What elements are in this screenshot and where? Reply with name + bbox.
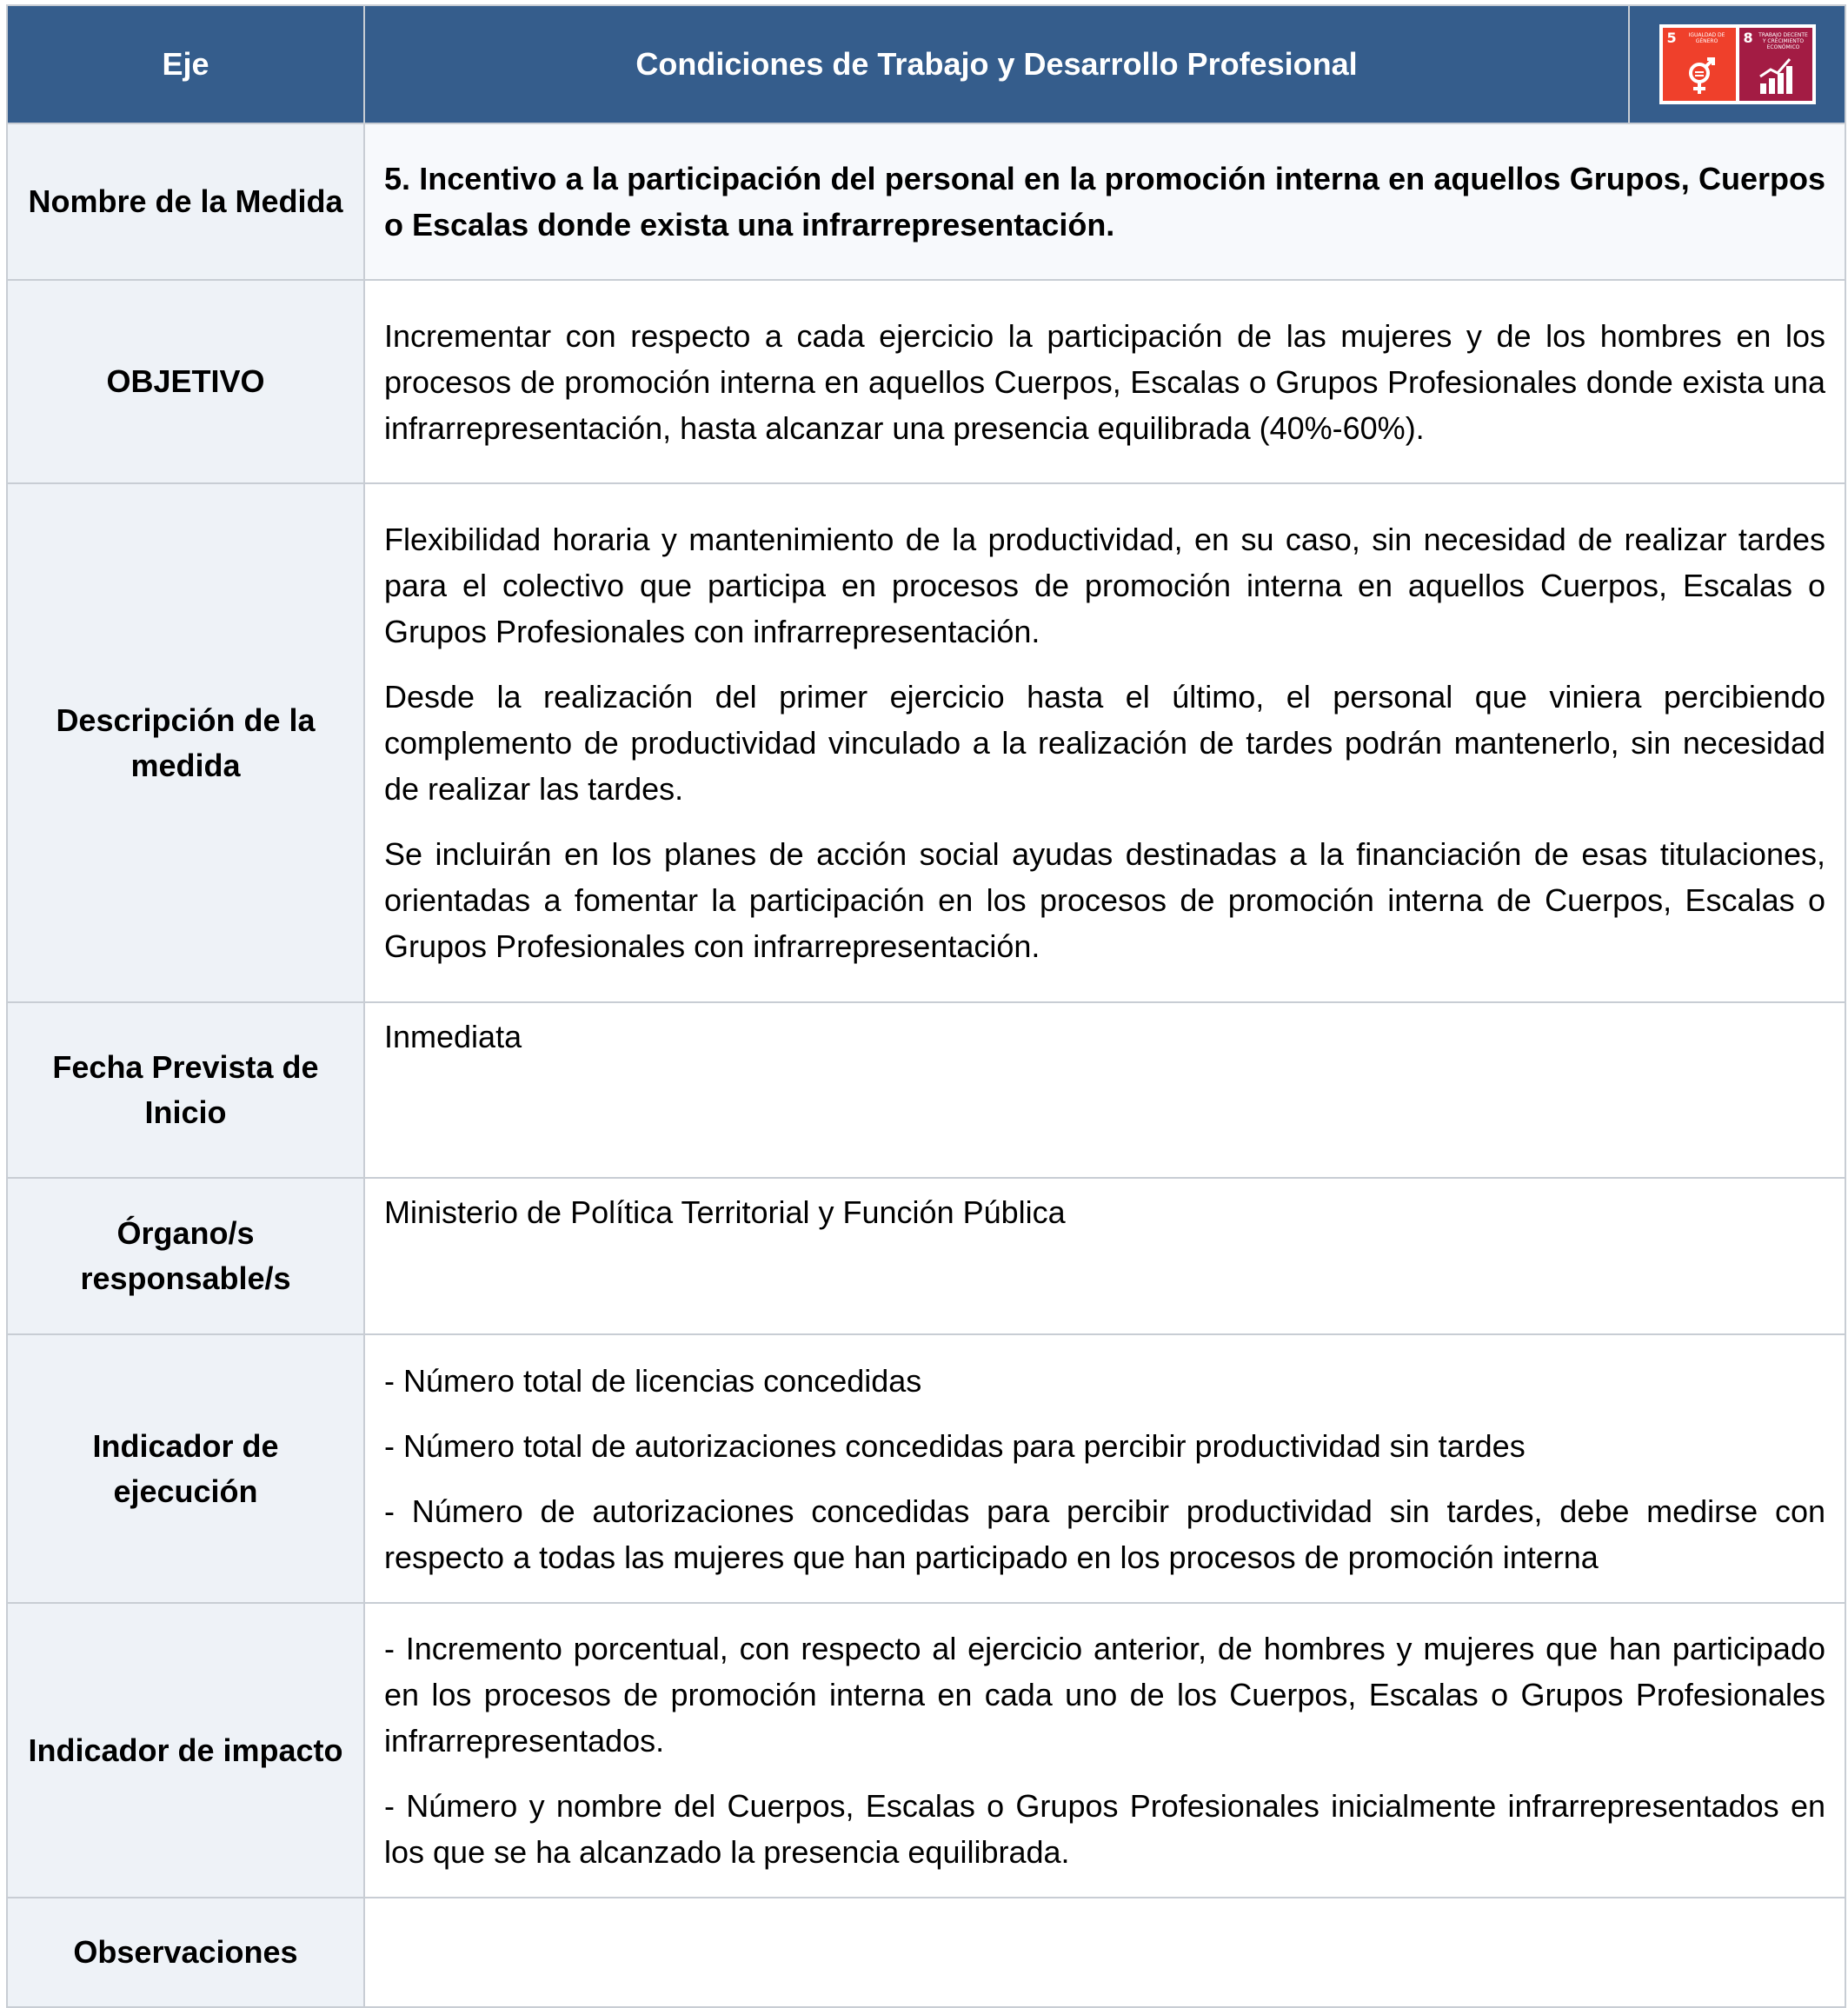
ejecucion-item: - Número de autorizaciones concedidas para percibir productividad sin tardes, debe medirse con respecto a todas las mujeres que han participado en los procesos de promoción interna (384, 1493, 1825, 1575)
gender-equality-icon (1682, 57, 1718, 96)
label-impacto: Indicador de impacto (7, 1603, 364, 1898)
value-descripcion (364, 483, 1845, 1002)
row-impacto (7, 1603, 1845, 1898)
row-nombre (7, 123, 1845, 280)
growth-chart-icon (1758, 57, 1795, 96)
value-impacto (364, 1603, 1845, 1898)
label-ejecucion: Indicador de ejecución (7, 1334, 364, 1603)
value-observaciones (364, 1898, 1845, 2007)
label-objetivo: OBJETIVO (7, 280, 364, 483)
value-objetivo: Incrementar con respecto a cada ejercicio la participación de las mujeres y de los hombres en los procesos de promoción interna en aquellos Cuerpos, Escalas o Grupos Profesionales donde exista una infrarrepresentación, hasta alcanzar una presencia equilibrada (40%-60%). (364, 280, 1845, 483)
label-descripcion: Descripción de la medida (7, 483, 364, 1002)
ejecucion-item: - Número total de autorizaciones concedidas para percibir productividad sin tardes (384, 1427, 1526, 1464)
sdg-5-text: IGUALDAD DE GÉNERO (1688, 32, 1725, 44)
label-fecha: Fecha Prevista de Inicio (7, 1002, 364, 1178)
sdg-5-number: 5 (1666, 30, 1677, 46)
value-ejecucion (364, 1334, 1845, 1603)
sdg-8-text: TRABAJO DECENTE Y CRECIMIENTO ECONÓMICO (1758, 32, 1808, 50)
descripcion-paragraph: Flexibilidad horaria y mantenimiento de la productividad, en su caso, sin necesidad de realizar tardes para el colectivo que participa en procesos de promoción interna en aquellos Cuerpos, Escalas o Grupos Profesionales con infrarrepresentación. (384, 522, 1825, 649)
header-row (7, 5, 1845, 123)
row-ejecucion (7, 1334, 1845, 1603)
impacto-item: - Número y nombre del Cuerpos, Escalas o Grupos Profesionales inicialmente infrarrepresentados en los que se ha alcanzado la presencia equilibrada. (384, 1788, 1825, 1870)
row-objetivo (7, 280, 1845, 483)
row-observaciones (7, 1898, 1845, 2007)
value-fecha: Inmediata (364, 1002, 1845, 1178)
row-organo (7, 1178, 1845, 1334)
sdg-logos (1629, 5, 1845, 123)
label-nombre: Nombre de la Medida (7, 123, 364, 280)
descripcion-paragraph: Se incluirán en los planes de acción social ayudas destinadas a la financiación de esas titulaciones, orientadas a fomentar la participación en los procesos de promoción interna de Cuerpos, Escalas o Grupos Profesionales con infrarrepresentación. (384, 836, 1825, 964)
eje-label: Eje (7, 5, 364, 123)
sdg-logo-group (1659, 24, 1816, 104)
ejecucion-item: - Número total de licencias concedidas (384, 1362, 922, 1399)
value-nombre: 5. Incentivo a la participación del personal en la promoción interna en aquellos Grupos, Cuerpos o Escalas donde exista una infrarrepresentación. (364, 123, 1845, 280)
impacto-item: - Incremento porcentual, con respecto al ejercicio anterior, de hombres y mujeres que han participado en los procesos de promoción interna en cada uno de los Cuerpos, Escalas o Grupos Profesionales infrarrepresentados. (384, 1631, 1825, 1759)
sdg-8-number: 8 (1743, 30, 1753, 46)
sdg-5-logo (1663, 28, 1736, 101)
row-fecha (7, 1002, 1845, 1178)
descripcion-paragraph: Desde la realización del primer ejercicio hasta el último, el personal que viniera percibiendo complemento de productividad vinculado a la realización de tardes podrán mantenerlo, sin necesidad de realizar las tardes. (384, 679, 1825, 807)
label-organo: Órgano/s responsable/s (7, 1178, 364, 1334)
value-organo: Ministerio de Política Territorial y Función Pública (364, 1178, 1845, 1334)
label-observaciones: Observaciones (7, 1898, 364, 2007)
measure-table (6, 4, 1846, 2008)
row-descripcion (7, 483, 1845, 1002)
axis-title: Condiciones de Trabajo y Desarrollo Profesional (364, 5, 1629, 123)
sdg-8-logo (1739, 28, 1812, 101)
